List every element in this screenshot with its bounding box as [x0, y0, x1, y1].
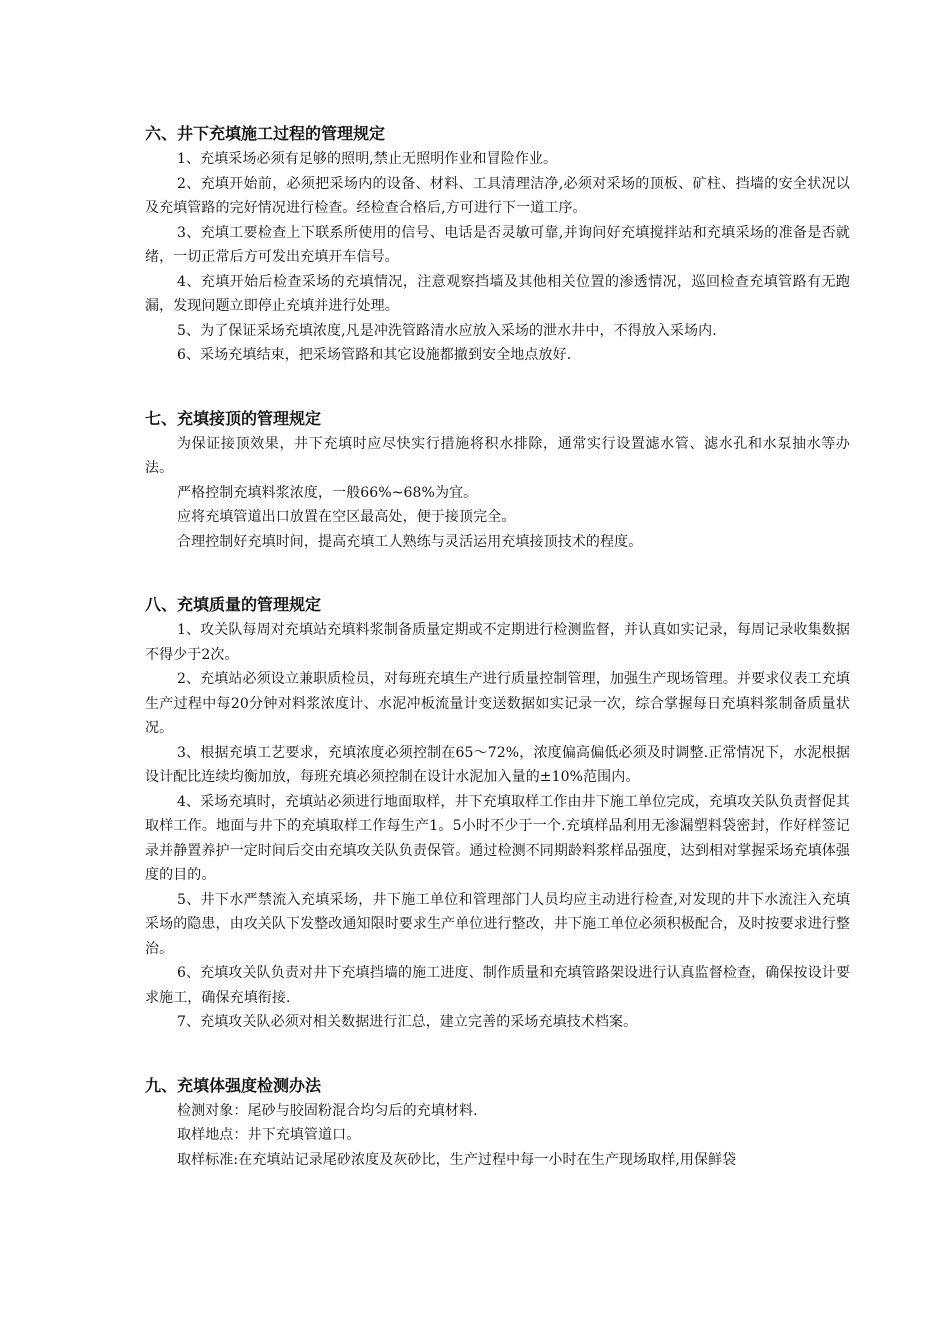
section-heading: 六、井下充填施工过程的管理规定	[145, 124, 386, 143]
paragraph: 6、充填攻关队负责对井下充填挡墙的施工进度、制作质量和充填管路架设进行认真监督检查，确保按设计要求施工，确保充填衔接.	[145, 965, 850, 1006]
section-heading: 七、充填接顶的管理规定	[145, 408, 322, 428]
section-8	[145, 592, 850, 1035]
paragraph: 取样标准:在充填站记录尾砂浓度及灰砂比，生产过程中每一小时在生产现场取样,用保鲜袋	[177, 1151, 737, 1168]
paragraph: 应将充填管道出口放置在空区最高处，便于接顶完全。	[177, 509, 516, 525]
section-heading: 八、充填质量的管理规定	[145, 595, 322, 614]
paragraph: 1、充填采场必须有足够的照明,禁止无照明作业和冒险作业。	[177, 151, 558, 167]
section-6	[145, 121, 850, 368]
section-7	[145, 406, 850, 555]
section-heading: 九、充填体强度检测办法	[145, 1075, 322, 1095]
paragraph: 3、充填工要检查上下联系所使用的信号、电话是否灵敏可靠,并询问好充填搅拌站和充填采场的准备是否就绪，一切正常后方可发出充填开车信号。	[145, 224, 850, 265]
paragraph: 合理控制好充填时间，提高充填工人熟练与灵活运用充填接顶技术的程度。	[177, 533, 643, 550]
paragraph: 5、井下水严禁流入充填采场，井下施工单位和管理部门人员均应主动进行检查,对发现的井下水流注入充填采场的隐患，由攻关队下发整改通知限时要求生产单位进行整改，井下施工单位必须积极配合，及时按要求进行整治。	[145, 891, 850, 957]
paragraph: 取样地点：井下充填管道口。	[177, 1127, 361, 1143]
paragraph: 3、根据充填工艺要求，充填浓度必须控制在65～72%，浓度偏高偏低必须及时调整.正常情况下，水泥根据设计配比连续均衡加放，每班充填必须控制在设计水泥加入量的±10%范围内。	[145, 744, 850, 785]
paragraph: 检测对象：尾砂与胶固粉混合均匀后的充填材料.	[177, 1102, 478, 1119]
section-spacer	[145, 1035, 850, 1073]
paragraph: 1、攻关队每周对充填站充填料浆制备质量定期或不定期进行检测监督，并认真如实记录，每周记录收集数据不得少于2次。	[145, 622, 850, 663]
section-9	[145, 1073, 850, 1173]
document-body	[145, 121, 850, 1172]
section-spacer	[145, 554, 850, 592]
paragraph: 6、采场充填结束，把采场管路和其它设施都撤到安全地点放好.	[177, 347, 572, 363]
section-spacer	[145, 368, 850, 406]
paragraph: 2、充填开始前，必须把采场内的设备、材料、工具清理洁净,必须对采场的顶板、矿柱、挡墙的安全状况以及充填管路的完好情况进行检查。经检查合格后,方可进行下一道工序。	[145, 175, 850, 216]
paragraph: 严格控制充填料浆浓度，一般66%~68%为宜。	[177, 484, 478, 501]
paragraph: 4、采场充填时，充填站必须进行地面取样，井下充填取样工作由井下施工单位完成，充填攻关队负责督促其取样工作。地面与井下的充填取样工作每生产1。5小时不少于一个.充填样品利用无渗漏塑料袋密封，作好样签记录并静置养护一定时间后交由充填攻关队负责保管。通过检测不同期龄料浆样品强度，达到相对掌握采场充填体强度的目的。	[145, 793, 850, 883]
paragraph: 7、充填攻关队必须对相关数据进行汇总，建立完善的采场充填技术档案。	[177, 1014, 638, 1030]
paragraph: 2、充填站必须设立兼职质检员，对每班充填生产进行质量控制管理，加强生产现场管理。并要求仪表工充填生产过程中每20分钟对料浆浓度计、水泥冲板流量计变送数据如实记录一次，综合掌握每日充填料浆制备质量状况。	[145, 671, 850, 736]
paragraph: 为保证接顶效果，井下充填时应尽快实行措施将积水排除，通常实行设置滤水管、滤水孔和水泵抽水等办法。	[145, 435, 850, 476]
paragraph: 5、为了保证采场充填浓度,凡是冲洗管路清水应放入采场的泄水井中，不得放入采场内.	[177, 322, 717, 339]
paragraph: 4、充填开始后检查采场的充填情况，注意观察挡墙及其他相关位置的渗透情况，巡回检查充填管路有无跑漏，发现问题立即停止充填并进行处理。	[145, 273, 850, 314]
